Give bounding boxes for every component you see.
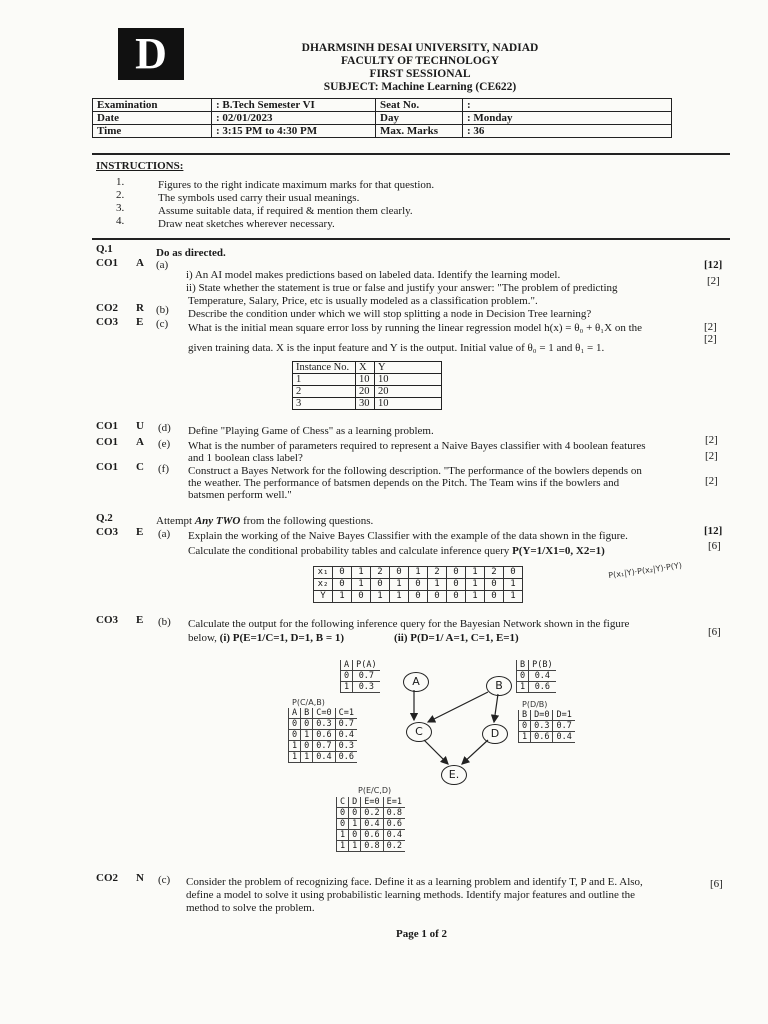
- time-value: : 3:15 PM to 4:30 PM: [212, 125, 376, 138]
- table-cell: 0.8: [361, 841, 383, 852]
- table-row: [314, 579, 523, 591]
- exam-meta-table: [92, 98, 672, 138]
- level-label: E: [136, 316, 144, 328]
- table-cell: 0.3: [531, 721, 553, 732]
- table-row: [519, 732, 575, 743]
- marks: [6]: [708, 626, 721, 638]
- table-cell: 1: [466, 579, 485, 591]
- table-header: P(B): [529, 660, 556, 671]
- table-cell: 1: [301, 730, 313, 741]
- part-label: (a): [158, 528, 171, 540]
- co-label: CO1: [96, 420, 118, 432]
- table-header: C=0: [313, 708, 335, 719]
- table-header: C=1: [335, 708, 357, 719]
- instruction-text: The symbols used carry their usual meanings.: [158, 192, 360, 204]
- table-header: Instance No.: [293, 362, 356, 374]
- table-cell: 0: [517, 671, 529, 682]
- co-label: CO2: [96, 872, 118, 884]
- part-label: (d): [158, 422, 171, 434]
- day-label: Day: [376, 112, 463, 125]
- instruction-number: 4.: [116, 215, 125, 227]
- edge-b-d: [494, 694, 498, 722]
- table-cell: 0.6: [361, 830, 383, 841]
- table-row: [517, 682, 556, 693]
- table-cell: 0: [485, 591, 504, 603]
- table-cell: 1: [390, 579, 409, 591]
- table-cell: 0.7: [313, 741, 335, 752]
- node-a: A: [403, 672, 429, 692]
- table-cell: 1: [390, 591, 409, 603]
- table-header: B: [517, 660, 529, 671]
- question-text: Describe the condition under which we will stop splitting a node in Decision Tree learning?: [188, 308, 592, 320]
- node-e: E.: [441, 765, 467, 785]
- table-cell: 1: [371, 591, 390, 603]
- university-name: DHARMSINH DESAI UNIVERSITY, NADIAD: [301, 42, 539, 54]
- cpt-a-table: [340, 660, 380, 693]
- table-cell: 2: [293, 386, 356, 398]
- table-cell: 20: [356, 386, 375, 398]
- table-cell: 1: [289, 741, 301, 752]
- part-label: (b): [158, 616, 171, 628]
- instruction-number: 2.: [116, 189, 125, 201]
- table-header: A: [341, 660, 353, 671]
- question-text: given training data. X is the input feature and Y is the output. Initial value of θ₀ = 1 and θ₁ = 1.: [188, 342, 605, 354]
- table-cell: 20: [375, 386, 442, 398]
- question-text: Temperature, Salary, Price, etc is usually modeled as a classification problem.".: [188, 295, 538, 307]
- seat-label: Seat No.: [376, 99, 463, 112]
- naive-bayes-data-table: [313, 566, 523, 603]
- table-cell: 1: [337, 830, 349, 841]
- co-label: CO2: [96, 302, 118, 314]
- question-text: [188, 545, 605, 558]
- date-value: : 02/01/2023: [212, 112, 376, 125]
- table-cell: 0.7: [553, 721, 575, 732]
- seat-value: :: [463, 99, 672, 112]
- table-cell: 1: [504, 591, 523, 603]
- table-row: [337, 808, 405, 819]
- table-cell: 0.6: [313, 730, 335, 741]
- table-cell: 1: [519, 732, 531, 743]
- cpt-e-table: [336, 797, 405, 852]
- table-header: E=1: [383, 797, 405, 808]
- co-label: CO3: [96, 526, 118, 538]
- table-cell: 0.4: [313, 752, 335, 763]
- table-cell: 1: [349, 841, 361, 852]
- table-row: [337, 841, 405, 852]
- table-cell: 0.4: [383, 830, 405, 841]
- level-label: C: [136, 461, 144, 473]
- question-text: What is the initial mean square error loss by running the linear regression model h(x) = θ₀ + θ₁X on the: [188, 322, 643, 334]
- table-cell: 0.4: [529, 671, 556, 682]
- table-header: X: [356, 362, 375, 374]
- table-cell: 0.2: [383, 841, 405, 852]
- table-header: B: [519, 710, 531, 721]
- level-label: A: [136, 257, 144, 269]
- co-label: CO1: [96, 436, 118, 448]
- table-row: [341, 682, 380, 693]
- table-cell: 0.3: [313, 719, 335, 730]
- table-cell: x₁: [314, 567, 333, 579]
- table-header: E=0: [361, 797, 383, 808]
- table-row: [314, 591, 523, 603]
- time-label: Time: [93, 125, 212, 138]
- table-cell: 0: [352, 591, 371, 603]
- table-cell: 0.6: [531, 732, 553, 743]
- page-footer: Page 1 of 2: [396, 928, 448, 940]
- table-cell: 0.8: [383, 808, 405, 819]
- inference-query: (ii) P(D=1/ A=1, C=1, E=1): [394, 632, 519, 644]
- node-c: C: [406, 722, 432, 742]
- q1-marks: [12]: [704, 259, 723, 271]
- instructions-title: INSTRUCTIONS:: [96, 160, 184, 172]
- table-header: D=0: [531, 710, 553, 721]
- table-cell: 0.3: [335, 741, 357, 752]
- instruction-number: 1.: [116, 176, 125, 188]
- table-row: [337, 830, 405, 841]
- table-cell: Y: [314, 591, 333, 603]
- table-cell: 0: [341, 671, 353, 682]
- marks: [2]: [704, 333, 717, 345]
- cpt-c-table: [288, 708, 357, 763]
- marks: [2]: [705, 434, 718, 446]
- level-label: E: [136, 526, 144, 538]
- table-cell: 0.6: [335, 752, 357, 763]
- table-cell: 1: [301, 752, 313, 763]
- marks: [2]: [705, 475, 718, 487]
- co-label: CO1: [96, 461, 118, 473]
- table-cell: 1: [349, 819, 361, 830]
- question-text: batsmen perform well.": [188, 489, 292, 501]
- table-header: A: [289, 708, 301, 719]
- regression-data-table: [292, 361, 442, 410]
- divider-rule: [92, 153, 730, 155]
- table-cell: 1: [341, 682, 353, 693]
- cpt-d-table: [518, 710, 575, 743]
- question-text: Define "Playing Game of Chess" as a learning problem.: [188, 425, 434, 437]
- question-text: Explain the working of the Naive Bayes Classifier with the example of the data shown in the figure.: [188, 530, 628, 542]
- table-row: [337, 819, 405, 830]
- part-label: (a): [156, 259, 169, 271]
- node-b: B: [486, 676, 512, 696]
- inference-query: P(Y=1/X1=0, X2=1): [512, 545, 605, 557]
- co-label: CO3: [96, 316, 118, 328]
- university-logo: D: [118, 28, 184, 80]
- table-cell: 1: [333, 591, 352, 603]
- table-cell: 0: [447, 579, 466, 591]
- question-text: define a model to solve it using probabilistic learning methods. Identify major features and outline the: [186, 889, 636, 901]
- edge-b-c: [428, 692, 488, 722]
- question-text: method to solve the problem.: [186, 902, 315, 914]
- table-cell: 0.7: [353, 671, 380, 682]
- table-cell: 1: [409, 567, 428, 579]
- cpt-e-title: P(E/C,D): [358, 786, 392, 795]
- part-label: (c): [158, 874, 171, 886]
- table-cell: 0: [349, 808, 361, 819]
- marks: [2]: [707, 275, 720, 287]
- date-label: Date: [93, 112, 212, 125]
- table-cell: 1: [517, 682, 529, 693]
- part-label: (f): [158, 463, 169, 475]
- table-row: [289, 719, 357, 730]
- marks: [6]: [710, 878, 723, 890]
- table-cell: 0: [447, 567, 466, 579]
- table-cell: 0: [390, 567, 409, 579]
- table-cell: 0: [519, 721, 531, 732]
- question-text: Calculate the output for the following inference query for the Bayesian Network shown in the figure: [188, 618, 630, 630]
- subject-name: SUBJECT: Machine Learning (CE622): [323, 81, 517, 93]
- edge-c-e: [424, 740, 448, 764]
- table-cell: 0: [333, 567, 352, 579]
- table-row: [341, 671, 380, 682]
- table-header: C: [337, 797, 349, 808]
- table-row: [289, 730, 357, 741]
- table-cell: 10: [356, 374, 375, 386]
- question-text: What is the number of parameters required to represent a Naive Bayes classifier with 4 boolean features: [188, 440, 646, 452]
- question-text: and 1 boolean class label?: [188, 452, 303, 464]
- faculty-name: FACULTY OF TECHNOLOGY: [340, 55, 500, 67]
- table-cell: 0: [337, 819, 349, 830]
- table-cell: 0: [301, 719, 313, 730]
- marks: [6]: [708, 540, 721, 552]
- table-cell: 2: [428, 567, 447, 579]
- table-cell: 0.4: [553, 732, 575, 743]
- question-text: Consider the problem of recognizing face. Define it as a learning problem and identify T, P and E. Also,: [186, 876, 643, 888]
- co-label: CO1: [96, 257, 118, 269]
- day-value: : Monday: [463, 112, 672, 125]
- table-cell: 1: [337, 841, 349, 852]
- question-text: ii) State whether the statement is true or false and justify your answer: "The problem of predicting: [186, 282, 618, 294]
- q2-title-emphasis: Any TWO: [194, 515, 241, 527]
- level-label: E: [136, 614, 144, 626]
- table-cell: 0: [289, 719, 301, 730]
- q1-title: Do as directed.: [156, 247, 226, 259]
- table-cell: 0: [504, 567, 523, 579]
- question-text: Construct a Bayes Network for the following description. "The performance of the bowlers depends on: [188, 465, 642, 477]
- table-header: D=1: [553, 710, 575, 721]
- table-row: [519, 721, 575, 732]
- table-cell: 2: [485, 567, 504, 579]
- table-header: B: [301, 708, 313, 719]
- level-label: A: [136, 436, 144, 448]
- table-cell: 0.6: [529, 682, 556, 693]
- table-row: [293, 386, 442, 398]
- table-cell: 0.2: [361, 808, 383, 819]
- table-cell: 0: [333, 579, 352, 591]
- table-cell: 0.4: [335, 730, 357, 741]
- table-cell: 1: [293, 374, 356, 386]
- table-row: [293, 374, 442, 386]
- inference-query: (i) P(E=1/C=1, D=1, B = 1): [219, 632, 345, 644]
- marks-value: : 36: [463, 125, 672, 138]
- level-label: R: [136, 302, 144, 314]
- table-row: [314, 567, 523, 579]
- instruction-text: Figures to the right indicate maximum marks for that question.: [158, 179, 435, 191]
- table-cell: 1: [352, 579, 371, 591]
- handwritten-note: P(x₁|Y)·P(x₂|Y)·P(Y): [607, 560, 683, 581]
- marks: [2]: [705, 450, 718, 462]
- instruction-text: Assume suitable data, if required & mention them clearly.: [158, 205, 413, 217]
- divider-rule: [92, 238, 730, 240]
- edge-d-e: [462, 740, 488, 764]
- q2-title-text: Attempt: [156, 515, 195, 527]
- part-label: (b): [156, 304, 169, 316]
- q1-number: Q.1: [96, 243, 113, 255]
- table-header: P(A): [353, 660, 380, 671]
- instruction-number: 3.: [116, 202, 125, 214]
- marks: [2]: [704, 321, 717, 333]
- question-text: the weather. The performance of batsmen depends on the Pitch. The Team wins if the bowlers and: [188, 477, 620, 489]
- cpt-c-title: P(C/A,B): [292, 698, 325, 707]
- table-cell: 0: [409, 579, 428, 591]
- table-cell: 1: [466, 567, 485, 579]
- q2-title-text: from the following questions.: [240, 515, 374, 527]
- table-row: [293, 398, 442, 410]
- exam-name: FIRST SESSIONAL: [369, 68, 471, 80]
- question-text: [188, 632, 519, 645]
- table-cell: 30: [356, 398, 375, 410]
- table-cell: 0: [371, 579, 390, 591]
- part-label: (c): [156, 318, 169, 330]
- co-label: CO3: [96, 614, 118, 626]
- exam-value: : B.Tech Semester VI: [212, 99, 376, 112]
- table-row: [289, 752, 357, 763]
- cpt-d-title: P(D/B): [522, 700, 548, 709]
- table-cell: 1: [428, 579, 447, 591]
- exam-label: Examination: [93, 99, 212, 112]
- table-cell: 0.3: [353, 682, 380, 693]
- table-cell: 1: [352, 567, 371, 579]
- table-cell: 1: [289, 752, 301, 763]
- node-d: D: [482, 724, 508, 744]
- q2-marks: [12]: [704, 525, 723, 537]
- part-label: (e): [158, 438, 171, 450]
- table-cell: 0: [447, 591, 466, 603]
- table-header: D: [349, 797, 361, 808]
- table-cell: 0: [301, 741, 313, 752]
- table-cell: 10: [375, 398, 442, 410]
- table-cell: 0.6: [383, 819, 405, 830]
- level-label: N: [136, 872, 144, 884]
- cpt-b-table: [516, 660, 556, 693]
- table-cell: 0: [428, 591, 447, 603]
- q2-number: Q.2: [96, 512, 113, 524]
- table-cell: 0.4: [361, 819, 383, 830]
- question-text: i) An AI model makes predictions based on labeled data. Identify the learning model.: [186, 269, 561, 281]
- table-cell: 0: [289, 730, 301, 741]
- table-row: [517, 671, 556, 682]
- table-cell: 0: [485, 579, 504, 591]
- table-cell: 1: [466, 591, 485, 603]
- q2-title: [156, 515, 373, 528]
- table-cell: 2: [371, 567, 390, 579]
- table-cell: 1: [504, 579, 523, 591]
- marks-label: Max. Marks: [376, 125, 463, 138]
- table-cell: 3: [293, 398, 356, 410]
- table-row: [289, 741, 357, 752]
- table-cell: 0: [349, 830, 361, 841]
- instruction-text: Draw neat sketches wherever necessary.: [158, 218, 335, 230]
- table-cell: 0: [409, 591, 428, 603]
- level-label: U: [136, 420, 144, 432]
- table-cell: x₂: [314, 579, 333, 591]
- table-cell: 10: [375, 374, 442, 386]
- table-cell: 0: [337, 808, 349, 819]
- table-cell: 0.7: [335, 719, 357, 730]
- question-text-part: below,: [188, 632, 220, 644]
- question-text-part: Calculate the conditional probability tables and calculate inference query: [188, 545, 513, 557]
- table-header: Y: [375, 362, 442, 374]
